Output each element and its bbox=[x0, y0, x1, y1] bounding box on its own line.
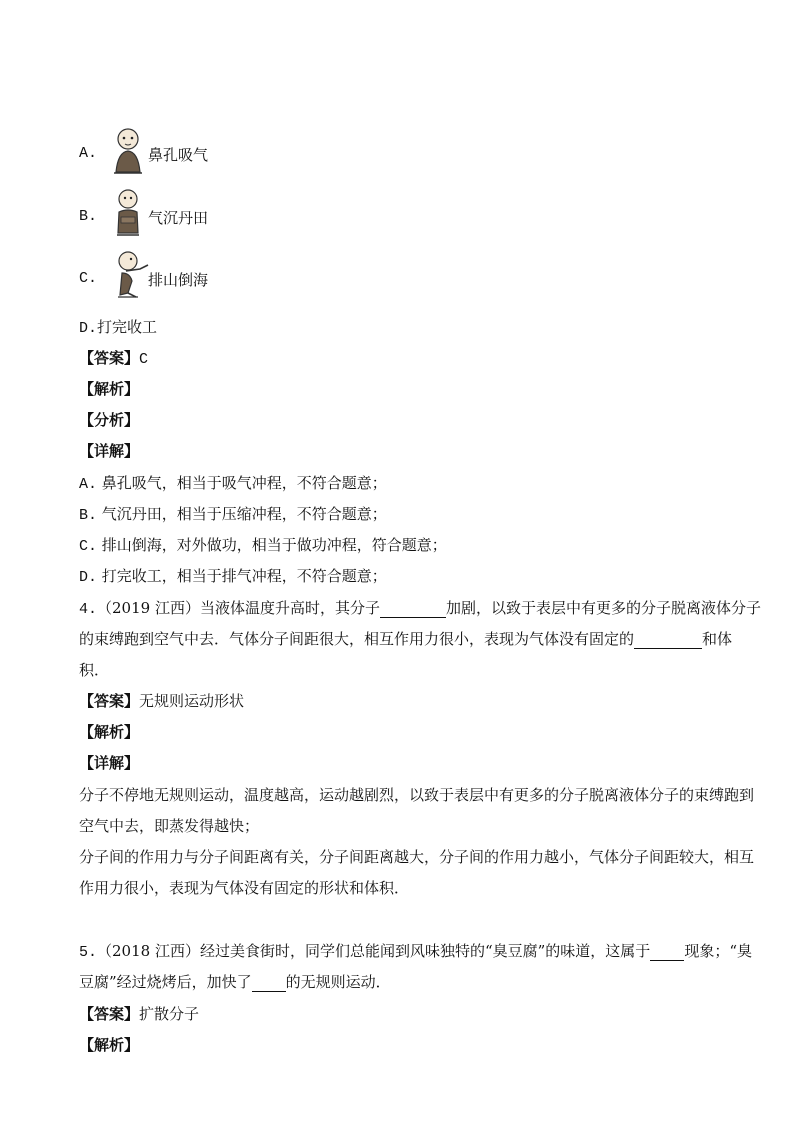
q3-detail-d bbox=[79, 565, 387, 586]
q5-blank-2[interactable] bbox=[252, 975, 286, 992]
q3-answer-label: 【答案】 bbox=[79, 349, 140, 367]
q3-detail-d-letter: D. bbox=[79, 569, 98, 586]
q4-detail-line-1: 分子不停地无规则运动，温度越高，运动越剧烈，以致于表层中有更多的分子脱离液体分子的束缚跑到 bbox=[79, 786, 755, 804]
option-b-letter: B. bbox=[79, 208, 98, 225]
q3-fenxi-label: 【分析】 bbox=[79, 411, 140, 429]
q3-detail-c-letter: C. bbox=[79, 538, 98, 555]
q5-source: （2018 江西） bbox=[97, 942, 200, 960]
q5-line2-b: 的无规则运动． bbox=[285, 973, 391, 991]
q5-answer-label: 【答案】 bbox=[79, 1005, 140, 1023]
pushing-figure-icon bbox=[110, 249, 150, 301]
q4-source: （2019 江西） bbox=[97, 599, 200, 617]
q3-detail-d-text: 打完收工，相当于排气冲程，不符合题意； bbox=[101, 567, 387, 585]
q4-blank-2[interactable] bbox=[634, 632, 702, 649]
q4-blank-1[interactable] bbox=[380, 601, 446, 618]
q4-number: 4. bbox=[79, 601, 98, 618]
q5-number: 5. bbox=[79, 944, 98, 961]
q5-line-2 bbox=[79, 971, 391, 992]
q5-answer-value: 扩散分子 bbox=[139, 1005, 200, 1023]
q5-line2-a: 豆腐”经过烧烤后，加快了 bbox=[79, 973, 252, 991]
q5-blank-1[interactable] bbox=[650, 944, 684, 961]
option-c-letter: C. bbox=[79, 270, 98, 287]
q5-line1-b: 现象；“臭 bbox=[684, 942, 752, 960]
q3-detail-b bbox=[79, 503, 387, 524]
q3-analysis-label: 【解析】 bbox=[79, 380, 140, 398]
q4-analysis-label: 【解析】 bbox=[79, 723, 140, 741]
q4-answer-label: 【答案】 bbox=[79, 692, 140, 710]
q3-answer-value: C bbox=[139, 351, 149, 368]
q4-answer-value: 无规则运动形状 bbox=[139, 692, 245, 710]
q4-detail-line-2: 空气中去，即蒸发得越快； bbox=[79, 817, 260, 835]
q4-line-3: 积． bbox=[79, 661, 110, 679]
q4-answer bbox=[79, 690, 244, 711]
q5-line-1 bbox=[79, 940, 752, 961]
q3-detail-a-letter: A. bbox=[79, 476, 98, 493]
q3-detail-c bbox=[79, 534, 447, 555]
q4-detail-label: 【详解】 bbox=[79, 754, 140, 772]
q4-detail-line-4: 作用力很小，表现为气体没有固定的形状和体积． bbox=[79, 879, 410, 897]
q3-detail-a bbox=[79, 472, 387, 493]
q3-detail-b-letter: B. bbox=[79, 507, 98, 524]
q4-line1-b: 加剧，以致于表层中有更多的分子脱离液体分子 bbox=[445, 599, 761, 617]
option-a-letter: A. bbox=[79, 145, 98, 162]
q3-detail-a-text: 鼻孔吸气，相当于吸气冲程，不符合题意； bbox=[101, 474, 387, 492]
option-a-label: 鼻孔吸气 bbox=[148, 146, 209, 164]
q4-line2-a: 的束缚跑到空气中去．气体分子间距很大，相互作用力很小，表现为气体没有固定的 bbox=[79, 630, 635, 648]
q3-detail-label: 【详解】 bbox=[79, 442, 140, 460]
option-d-letter: D. bbox=[79, 320, 98, 337]
q3-detail-b-text: 气沉丹田，相当于压缩冲程，不符合题意； bbox=[101, 505, 387, 523]
q4-line-2 bbox=[79, 628, 732, 649]
q5-analysis-label: 【解析】 bbox=[79, 1036, 140, 1054]
option-b-label: 气沉丹田 bbox=[148, 209, 209, 227]
option-c-label: 排山倒海 bbox=[148, 271, 209, 289]
sitting-figure-icon bbox=[108, 126, 148, 178]
q4-line1-a: 当液体温度升高时，其分子 bbox=[199, 599, 380, 617]
q5-line1-a: 经过美食街时，同学们总能闻到风味独特的“臭豆腐”的味道，这属于 bbox=[199, 942, 651, 960]
standing-figure-icon bbox=[108, 187, 148, 239]
option-d-label: 打完收工 bbox=[97, 318, 158, 336]
q4-detail-line-3: 分子间的作用力与分子间距离有关，分子间距离越大，分子间的作用力越小，气体分子间距较大，相互 bbox=[79, 848, 755, 866]
q4-line-1 bbox=[79, 597, 761, 618]
q4-line2-b: 和体 bbox=[702, 630, 733, 648]
q5-answer bbox=[79, 1003, 199, 1024]
option-d bbox=[79, 316, 157, 337]
q3-answer bbox=[79, 347, 148, 368]
q3-detail-c-text: 排山倒海，对外做功，相当于做功冲程，符合题意； bbox=[101, 536, 447, 554]
